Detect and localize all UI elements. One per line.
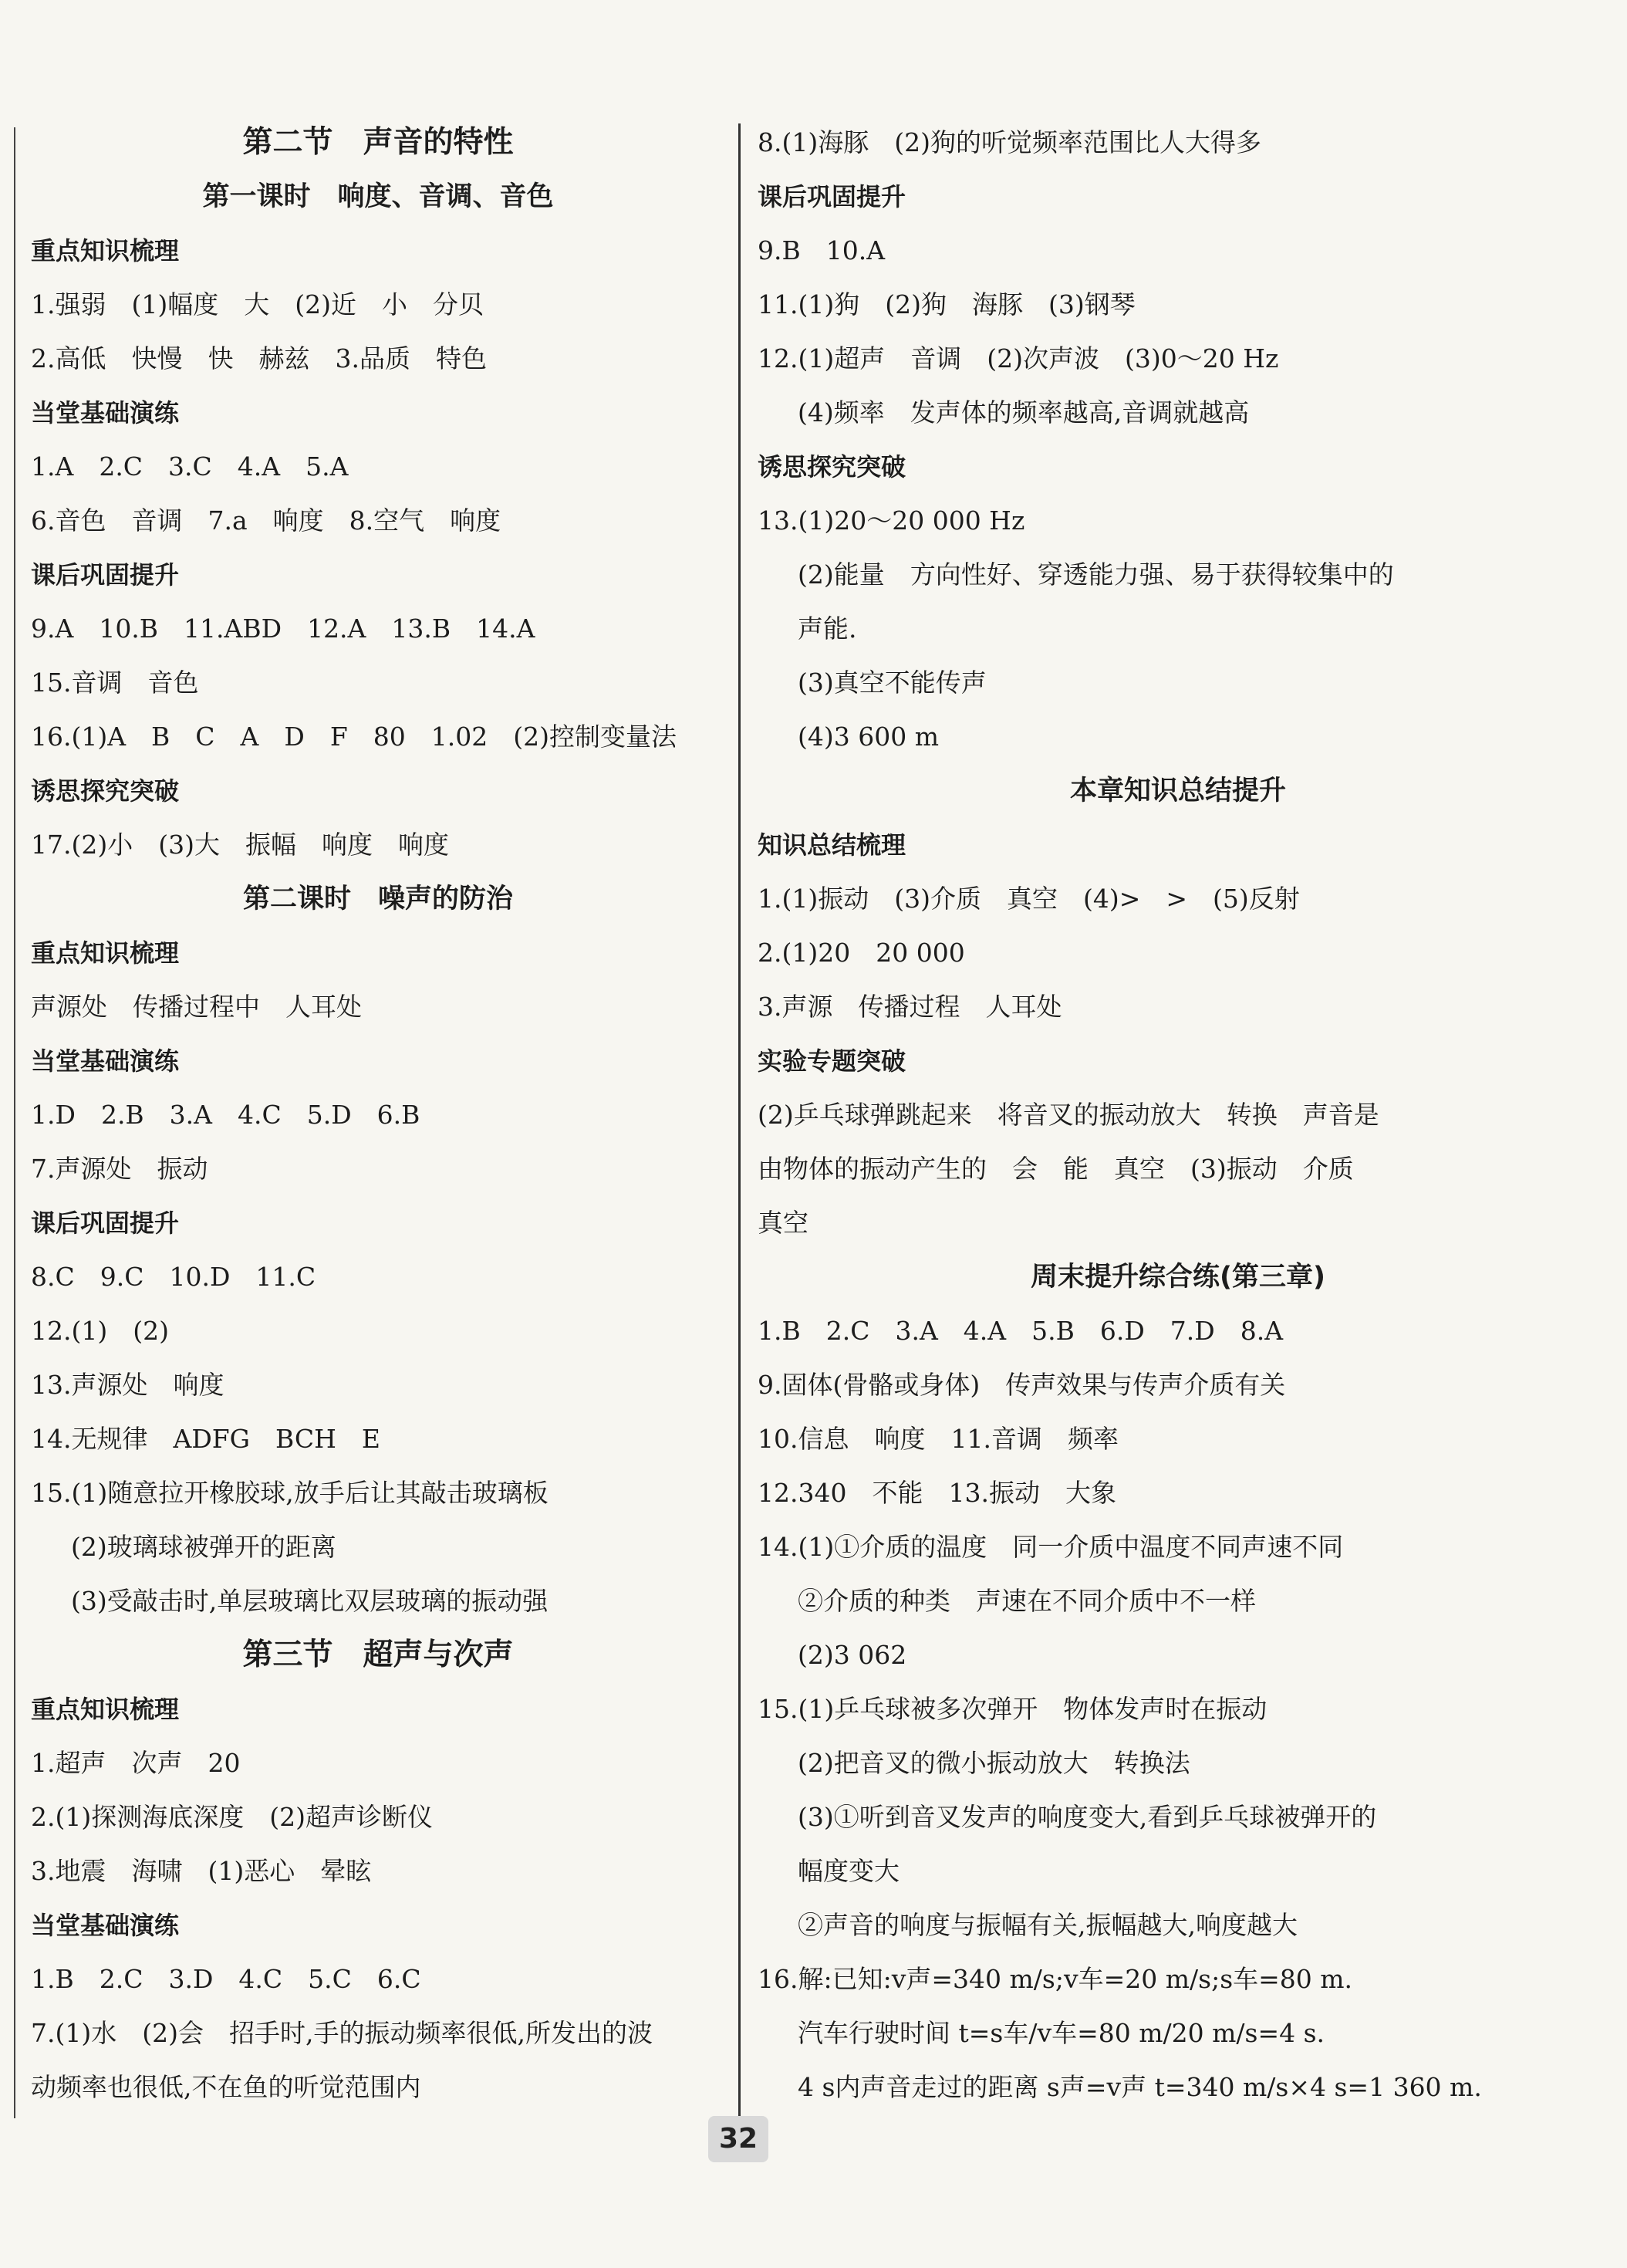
answer-line: 12.(1) (2) — [31, 1316, 169, 1346]
answer-line: 16.解:已知:v声=340 m/s;v车=20 m/s;s车=80 m. — [758, 1964, 1353, 1994]
answer-line-indented: (3)①听到音叉发声的响度变大,看到乒乓球被弹开的 — [798, 1802, 1377, 1832]
answer-line: 9.A 10.B 11.ABD 12.A 13.B 14.A — [31, 613, 535, 644]
answer-line: 8.C 9.C 10.D 11.C — [31, 1262, 316, 1292]
answer-line-indented: (3)受敲击时,单层玻璃比双层玻璃的振动强 — [71, 1586, 549, 1616]
answer-line: 真空 — [758, 1208, 808, 1238]
lesson-title: 周末提升综合练(第三章) — [1031, 1262, 1325, 1293]
answer-line-indented: (2)3 062 — [798, 1640, 907, 1670]
answer-line: 16.(1)A B C A D F 80 1.02 (2)控制变量法 — [31, 722, 677, 752]
answer-line-indented: 4 s内声音走过的距离 s声=v声 t=340 m/s×4 s=1 360 m. — [798, 2072, 1482, 2102]
left-margin-rule — [14, 127, 15, 2118]
answer-line-indented: (4)频率 发声体的频率越高,音调就越高 — [798, 397, 1250, 428]
answer-line: 13.(1)20～20 000 Hz — [758, 505, 1025, 536]
lesson-title: 第一课时 响度、音调、音色 — [202, 181, 554, 212]
answer-line: 3.声源 传播过程 人耳处 — [758, 992, 1062, 1022]
answer-line: 1.A 2.C 3.C 4.A 5.A — [31, 451, 349, 482]
answer-line-indented: (3)真空不能传声 — [798, 668, 987, 698]
answer-line: 15.(1)乒乓球被多次弹开 物体发声时在振动 — [758, 1694, 1268, 1724]
answer-line: 8.(1)海豚 (2)狗的听觉频率范围比人大得多 — [758, 127, 1261, 157]
answer-line: 声源处 传播过程中 人耳处 — [31, 992, 362, 1022]
left-column — [31, 116, 725, 2114]
subsection-heading: 重点知识梳理 — [31, 236, 180, 265]
answer-line: 1.B 2.C 3.A 4.A 5.B 6.D 7.D 8.A — [758, 1316, 1284, 1346]
answer-line: 7.声源处 振动 — [31, 1154, 208, 1184]
answer-line: 17.(2)小 (3)大 振幅 响度 响度 — [31, 830, 449, 860]
lesson-title: 第二课时 噪声的防治 — [242, 884, 513, 914]
answer-line: 9.B 10.A — [758, 235, 886, 265]
answer-line-indented: ②声音的响度与振幅有关,振幅越大,响度越大 — [798, 1910, 1298, 1940]
subsection-heading: 课后巩固提升 — [31, 1208, 180, 1238]
section-title: 第三节 超声与次声 — [242, 1638, 514, 1672]
column-divider — [738, 123, 741, 2122]
answer-line: 1.超声 次声 20 — [31, 1748, 241, 1778]
answer-line-indented: 幅度变大 — [798, 1856, 900, 1886]
answer-line-indented: ②介质的种类 声速在不同介质中不一样 — [798, 1586, 1256, 1616]
answer-line-indented: (2)玻璃球被弹开的距离 — [71, 1532, 336, 1562]
answer-line: 11.(1)狗 (2)狗 海豚 (3)钢琴 — [758, 289, 1136, 319]
lesson-title: 本章知识总结提升 — [1069, 776, 1286, 806]
answer-line: 1.强弱 (1)幅度 大 (2)近 小 分贝 — [31, 289, 484, 319]
subsection-heading: 当堂基础演练 — [31, 1911, 180, 1940]
answer-line: 动频率也很低,不在鱼的听觉范围内 — [31, 2072, 421, 2102]
subsection-heading: 实验专题突破 — [758, 1046, 906, 1076]
section-title: 第二节 声音的特性 — [242, 125, 514, 160]
subsection-heading: 知识总结梳理 — [758, 830, 906, 860]
answer-line-indented: 声能. — [798, 613, 857, 644]
subsection-heading: 重点知识梳理 — [31, 1695, 180, 1724]
answer-line: 12.(1)超声 音调 (2)次声波 (3)0～20 Hz — [758, 343, 1279, 373]
answer-line-indented: (2)把音叉的微小振动放大 转换法 — [798, 1748, 1190, 1778]
answer-line: 15.(1)随意拉开橡胶球,放手后让其敲击玻璃板 — [31, 1478, 549, 1508]
subsection-heading: 诱思探究突破 — [758, 452, 906, 482]
subsection-heading: 诱思探究突破 — [31, 776, 180, 806]
subsection-heading: 课后巩固提升 — [31, 560, 180, 590]
answer-line-indented: (4)3 600 m — [798, 722, 939, 752]
subsection-heading: 课后巩固提升 — [758, 182, 906, 211]
subsection-heading: 当堂基础演练 — [31, 1046, 180, 1076]
answer-line: 2.高低 快慢 快 赫兹 3.品质 特色 — [31, 343, 487, 373]
answer-line: 13.声源处 响度 — [31, 1370, 224, 1400]
right-column — [758, 116, 1598, 2114]
answer-line: 1.B 2.C 3.D 4.C 5.C 6.C — [31, 1964, 421, 1994]
answer-line: 2.(1)20 20 000 — [758, 938, 965, 968]
answer-line: 9.固体(骨骼或身体) 传声效果与传声介质有关 — [758, 1370, 1286, 1400]
subsection-heading: 重点知识梳理 — [31, 938, 180, 968]
answer-line: 1.D 2.B 3.A 4.C 5.D 6.B — [31, 1100, 420, 1130]
answer-line-indented: (2)能量 方向性好、穿透能力强、易于获得较集中的 — [798, 559, 1394, 590]
answer-line: 10.信息 响度 11.音调 频率 — [758, 1424, 1119, 1454]
answer-line: 15.音调 音色 — [31, 668, 199, 698]
answer-line: 14.(1)①介质的温度 同一介质中温度不同声速不同 — [758, 1532, 1344, 1562]
subsection-heading: 当堂基础演练 — [31, 398, 180, 428]
answer-line: 3.地震 海啸 (1)恶心 晕眩 — [31, 1856, 372, 1886]
answer-line: (2)乒乓球弹跳起来 将音叉的振动放大 转换 声音是 — [758, 1100, 1379, 1130]
answer-line: 由物体的振动产生的 会 能 真空 (3)振动 介质 — [758, 1154, 1354, 1184]
page-number: 32 — [708, 2116, 768, 2162]
answer-line: 2.(1)探测海底深度 (2)超声诊断仪 — [31, 1802, 433, 1832]
answer-line-indented: 汽车行驶时间 t=s车/v车=80 m/20 m/s=4 s. — [798, 2018, 1325, 2048]
answer-line: 14.无规律 ADFG BCH E — [31, 1424, 381, 1454]
answer-line: 1.(1)振动 (3)介质 真空 (4)> > (5)反射 — [758, 884, 1300, 914]
answer-line: 12.340 不能 13.振动 大象 — [758, 1478, 1116, 1508]
answer-line: 6.音色 音调 7.a 响度 8.空气 响度 — [31, 505, 501, 536]
answer-line: 7.(1)水 (2)会 招手时,手的振动频率很低,所发出的波 — [31, 2018, 653, 2048]
